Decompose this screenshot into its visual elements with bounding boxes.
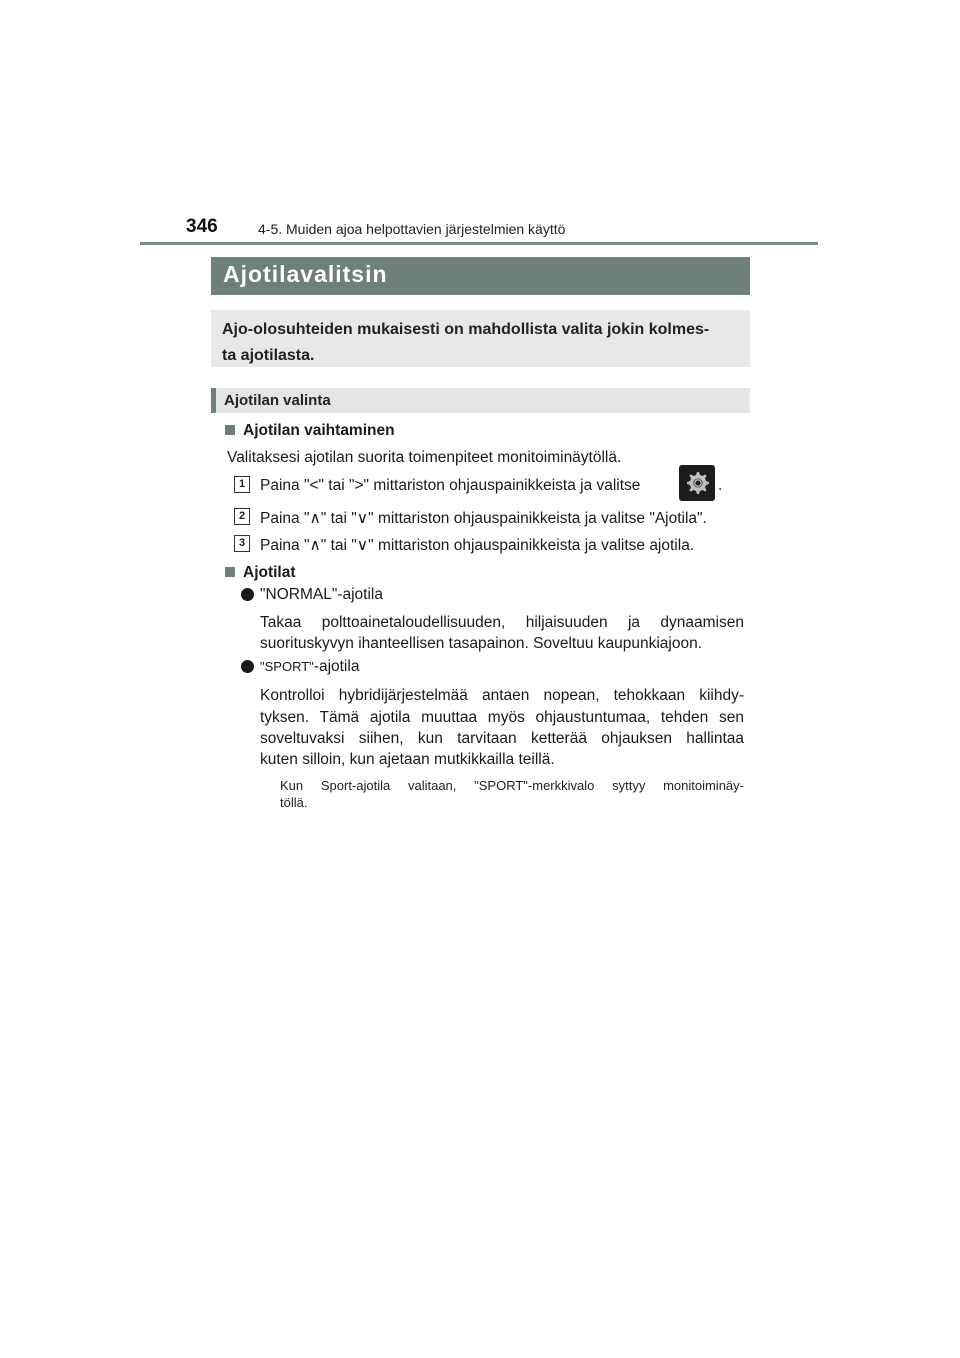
sub-heading [211,388,750,413]
mode-normal-line-2: suorituskyvyn ihanteellisen tasapainon. Soveltuu kaupunkiajoon. [260,635,703,652]
step-1-label: Paina "<" tai ">" mittariston ohjauspainikkeista ja valitse [260,477,641,494]
gear-icon [679,465,715,501]
sub-heading-accent [211,388,216,413]
intro-box [211,310,750,367]
page-title-bar [211,257,750,295]
dot-bullet-icon [241,660,254,673]
mode-sport-line-1: Kontrolloi hybridijärjestelmää antaen nopean, tehokkaan kiihdy- [260,687,744,704]
step-3-text: Paina "∧" tai "∨" mittariston ohjauspainikkeista ja valitse ajotila. [260,537,695,554]
mode-sport-line-4: kuten silloin, kun ajetaan mutkikkailla teillä. [260,751,555,768]
step-number-1: 1 [234,476,250,493]
header-divider [140,242,818,245]
intro-text: Ajo-olosuhteiden mukaisesti on mahdollista valita jokin kolmes- ta ajotilasta. [222,321,710,364]
mode-normal-line-1: Takaa polttoainetaloudellisuuden, hiljaisuuden ja dynaamisen [260,614,744,631]
section-lead: Valitaksesi ajotilan suorita toimenpiteet monitoiminäytöllä. [227,449,622,466]
mode-sport-name-prefix: "SPORT" [260,659,314,674]
step-number-2: 2 [234,508,250,525]
square-bullet-icon [225,567,235,577]
page-number: 346 [186,216,218,237]
section-title: 4-5. Muiden ajoa helpottavien järjestelmien käyttö [258,221,566,237]
mode-normal-name: "NORMAL"-ajotila [260,586,383,603]
step-1-text [260,476,640,496]
section-heading-text: Ajotilan vaihtaminen [243,422,395,439]
mode-sport-name-suffix: -ajotila [313,658,360,675]
mode-sport-line-3: soveltuvaksi siihen, kun tarvitaan ketterää ohjauksen hallintaa [260,730,744,747]
section-heading-ajotilat [225,563,296,583]
section-heading-text: Ajotilat [243,564,296,581]
page-title: Ajotilavalitsin [223,261,388,287]
sub-heading-label: Ajotilan valinta [224,392,331,409]
step-2-text: Paina "∧" tai "∨" mittariston ohjauspainikkeista ja valitse "Ajotila". [260,510,707,527]
step-1-end: . [718,477,723,494]
sport-note-line-2: töllä. [280,795,308,810]
dot-bullet-icon [241,588,254,601]
section-heading-vaihtaminen [225,421,395,441]
square-bullet-icon [225,425,235,435]
mode-sport-line-2: tyksen. Tämä ajotila muuttaa myös ohjaustuntumaa, tehden sen [260,709,744,726]
mode-sport-name [260,657,359,677]
sport-note-line-1: Kun Sport-ajotila valitaan, "SPORT"-merkkivalo syttyy monitoiminäy- [280,778,744,793]
step-number-3: 3 [234,535,250,552]
